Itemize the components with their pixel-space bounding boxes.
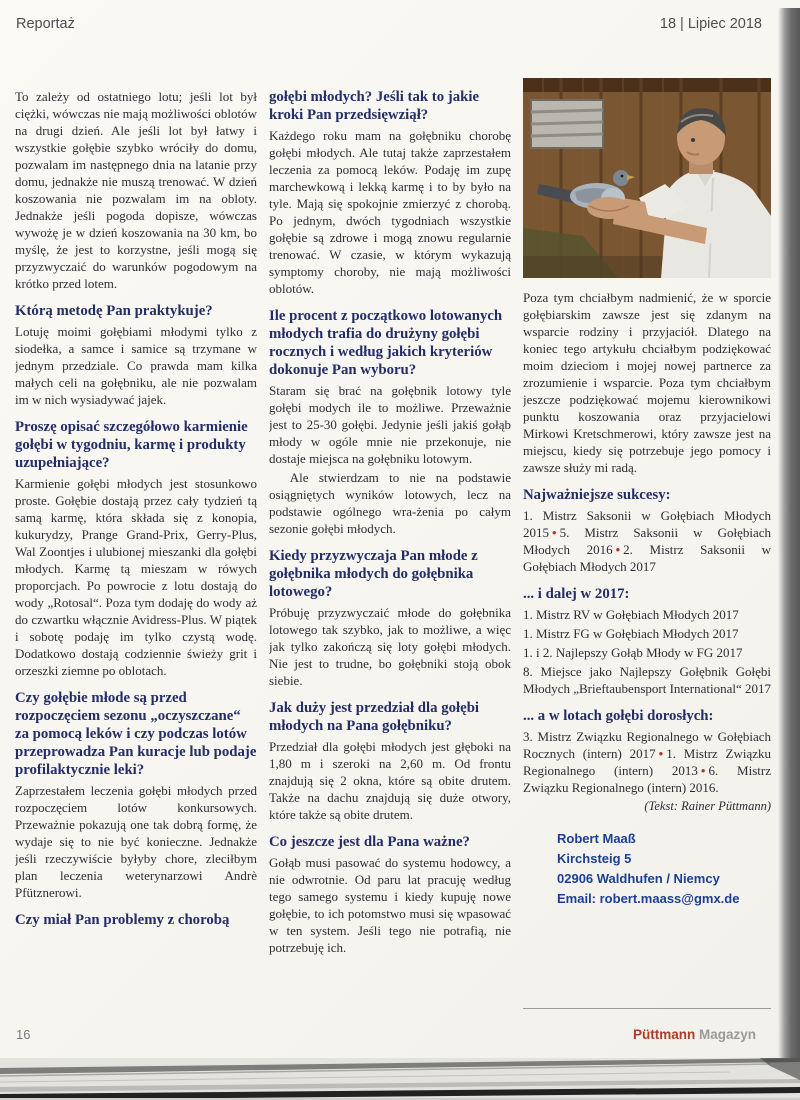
question-heading: Kiedy przyzwyczaja Pan młode z gołębnika młodych do gołębnika lotowego? — [269, 548, 478, 600]
question-heading: Proszę opisać szczegółowo karmienie gołębi w tygodniu, karmę i produkty uzupełniające? — [15, 419, 248, 471]
paragraph: Przedział dla gołębi młodych jest głęboki na 1,80 m i szeroki na 2,60 m. Od frontu znajdują się 2 okna, które są obite drutem. Także na dachu znajdują się duże otwory, które także są obite drutem. — [269, 739, 511, 822]
achievements-heading: ... a w lotach gołębi dorosłych: — [523, 708, 714, 724]
scan-edge-shadow — [778, 8, 800, 1064]
question-heading: gołębi młodych? Jeśli tak to jakie kroki Pan przedsięwziął? — [269, 89, 480, 123]
paragraph: Każdego roku mam na gołębniku chorobę gołębi młodych. Ale tutaj także zaprzestałem leczenia za pomocą leków. Podaję im zupę marchewkową i lekką karmę i to by było na tyle. Mają się spokojnie zmierzyć z chorobą. Po jednym, dwóch tygodniach wszystkie gołębie są zdrowe i mogą znowu regularnie trenować. W czasie, w którym wykazują symptomy choroby, nie mają możliwości oblotów. — [269, 128, 511, 296]
bullet-icon: • — [658, 746, 664, 761]
brand-suffix: Magazyn — [698, 1027, 756, 1042]
paragraph: Staram się brać na gołębnik lotowy tyle gołębi modych ile to możliwe. Przeważnie jest to 25-30 gołębi. Jedynie jeśli jakiś gołąb młody w ogóle mnie nie przekonuje, nie dostaje miejsca na gołębniku lotowym. — [269, 383, 511, 466]
paragraph: To zależy od ostatniego lotu; jeśli lot był ciężki, wówczas nie mają możliwości oblotów na drugi dzień. Ale jeśli lot był łatwy i wszystkie gołębie szybko wróciły do domu, pozwalam im następnego dnia na latanie przy domu, jednakże nie muszą trenować. W dzień koszowania nie pozwalam im na obloty. Jednakże jeśli pogoda dopisze, wówczas wywożę je w dzień koszowania na 30 km, bo myślę, że jest to korzystne, jeśli mogą się przyzwyczaić do warunków pogodowym na krótko przed lotem. — [15, 89, 257, 291]
bullet-icon: • — [700, 763, 706, 778]
contact-name: Robert Maaß — [557, 831, 636, 846]
paragraph: Próbuję przyzwyczaić młode do gołębnika lotowego tak szybko, jak to możliwe, a więc jak tylko zakończą się loty gołębi młodych. Nie jest to trudne, bo gołębniki stoją obok siebie. — [269, 605, 511, 688]
scan-page-edges — [0, 1058, 800, 1100]
section-label: Reportaż — [16, 16, 75, 32]
contact-street: Kirchsteig 5 — [557, 851, 632, 867]
contact-city: 02906 Waldhufen / Niemcy — [557, 871, 720, 887]
achievements-list — [523, 507, 771, 575]
achievements-2017-list — [523, 606, 771, 697]
question-heading: Czy gołębie młode są przed rozpoczęciem sezonu „oczyszczane“ za pomocą leków i czy podczas lotów przeprowadza Pan kuracje lub podaje profilaktycznie leki? — [15, 690, 257, 778]
question-heading: Czy miał Pan problemy z chorobą — [15, 912, 230, 928]
achievement-item: 1. Mistrz Saksonii w Gołębiach Młodych 2015 — [523, 508, 771, 540]
paragraph: Poza tym chciałbym nadmienić, że w sporcie gołębiarskim zawsze jest się zdanym na wsparcie rodziny i przyjaciół. Dlatego na koniec tego artykułu chciałbym podziękować moim dzieciom i mojej nowej partnerce za zrozumienie i wsparcie. Poza tym chciałbym jeszcze podziękować mojemu kierownikowi punktu koszowania oraz przyjacielowi Mirkowi Kretschmerowi, który zawsze jest na miejscu, kiedy się potrzebuje jego pomocy i zawsze służy mi radą. — [523, 290, 771, 475]
question-heading: Ile procent z początkowo lotowanych młodych trafia do drużyny gołębi rocznych i według jakich kryteriów dokonuje Pan wyboru? — [269, 308, 503, 378]
article-photo — [523, 78, 771, 278]
achievements-heading: Najważniejsze sukcesy: — [523, 487, 671, 503]
achievements-heading: ... i dalej w 2017: — [523, 586, 630, 602]
bullet-icon: • — [615, 542, 621, 557]
paragraph: Gołąb musi pasować do systemu hodowcy, a nie odwrotnie. Od paru lat pracuję według tego samego systemu i kiedy kupuję nowe gołębie, to ich potomstwo musi się wpasować w ten system. Jeśli tego nie potrafią, nie potrzebuję ich. — [269, 855, 511, 955]
column-2 — [269, 88, 511, 956]
achievement-item: 1. Mistrz RV w Gołębiach Młodych 2017 — [523, 607, 739, 622]
achievement-item: 1. i 2. Najlepszy Gołąb Młody w FG 2017 — [523, 645, 743, 660]
question-heading: Co jeszcze jest dla Pana ważne? — [269, 834, 470, 850]
paragraph: Karmienie gołębi młodych jest stosunkowo proste. Gołębie dostają przez cały tydzień tą samą karmę, która składa się z konopia, kukurydzy, Prange Grand-Prix, Gerry-Plus, Wal Zoontjes i ulubionej mieszanki dla gołębi młodych. Karmę tą mieszam w rówych proporcjach. Po powrocie z lotu dostają do wody „Rotosal“. Poza tym dodaję do wody aż do czwartku włącznie Avidress-Plus. W piątek i sobotę podaję im tylko czystą wodę. Dodatkowo dostają codziennie świeży grit i orzeszki ziemne po oblotach. — [15, 476, 257, 678]
brand-name: Püttmann — [632, 1027, 696, 1042]
contact-email: Email: robert.maass@gmx.de — [557, 891, 740, 907]
achievement-item: 3. Mistrz Związku Regionalnego w Gołębiach Rocznych (intern) 2017 — [523, 729, 771, 761]
paragraph: Zaprzestałem leczenia gołębi młodych przed rozpoczęciem lotów konkursowych. Przeważnie pokazują one tak dobrą formę, że wydaje się to nie być konieczne. Jednakże jeśli rzeczywiście byłyby chore, zleciłbym plan leczenia weterynarzowi Andrè Pfütznerowi. — [15, 783, 257, 900]
footer-rule — [523, 1008, 771, 1009]
column-1 — [15, 88, 257, 932]
achievement-item: 1. Mistrz FG w Gołębiach Młodych 2017 — [523, 626, 739, 641]
achievement-item: 6. Mistrz Związku Regionalnego (intern) 2016. — [523, 763, 771, 795]
question-heading: Jak duży jest przedział dla gołębi młodych na Pana gołębniku? — [269, 700, 480, 734]
contact-block — [523, 829, 771, 910]
page-number: 16 — [16, 1027, 31, 1042]
bullet-icon: • — [552, 525, 557, 540]
question-heading: Którą metodę Pan praktykuje? — [15, 303, 213, 319]
magazine-brand — [633, 1027, 756, 1042]
achievement-item: 5. Mistrz Saksonii w Gołębiach Młodych 2016 — [523, 525, 771, 557]
paragraph: Lotuję moimi gołębiami młodymi tylko z siodełka, a samce i samice są trzymane w jednym przedziale. Co prawda mam kilka małych celi na gołębniku, ale nie pozwalam im w nich wysiadywać jajek. — [15, 324, 257, 407]
issue-date: 18 | Lipiec 2018 — [659, 16, 762, 32]
page-header — [16, 16, 762, 32]
achievement-item: 1. Mistrz Związku Regionalnego (intern) 2013 — [523, 746, 771, 778]
column-3 — [523, 78, 771, 910]
author-credit: (Tekst: Rainer Püttmann) — [644, 799, 771, 813]
achievements-list — [523, 728, 771, 796]
loft-vent — [531, 100, 603, 148]
paragraph: Ale stwierdzam to nie na podstawie osiągniętych wyników lotowych, lecz na podstawie ogólnego wra-żenia po całym sezonie gołębi młodych. — [269, 470, 511, 536]
achievement-item: 2. Mistrz Saksonii w Gołębiach Młodych 2017 — [523, 542, 771, 574]
achievement-item: 8. Miejsce jako Najlepszy Gołębnik Gołębi Młodych „Brieftaubensport International“ 2017 — [523, 664, 771, 696]
